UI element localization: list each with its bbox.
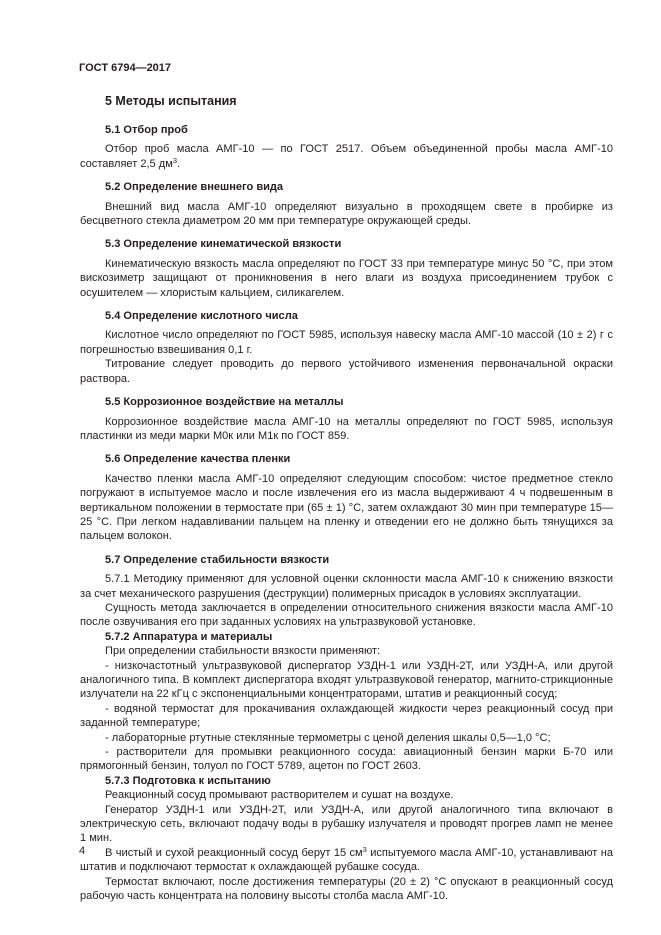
list-item: - низкочастотный ультразвуковой диспергатор УЗДН-1 или УЗДН-2Т, или УЗДН-А, или другой аналогичного типа. В комплект диспергатора входят ультразвуковой генератор, магнито-стрикционные излучатели на 22 кГц с экспоненциальными концентраторами, штатив и реакционный сосуд; (80, 659, 613, 701)
paragraph: Сущность метода заключается в определении относительного снижения вязкости масла АМГ-10 после озвучивания его при заданных условиях на ультразвуковой установке. (80, 601, 613, 629)
paragraph: Термостат включают, после достижения температуры (20 ± 2) °С опускают в реакционный сосуд рабочую часть концентрата на половину высоты столба масла АМГ-10. (80, 875, 613, 903)
page-number: 4 (79, 845, 86, 857)
subsection-title-5-1: 5.1 Отбор проб (105, 124, 188, 136)
paragraph: Отбор проб масла АМГ-10 — по ГОСТ 2517. Объем объединенной пробы масла АМГ-10 составляет 2,5 $дм^3$. (80, 143, 613, 170)
subsection-title-5-7-3: 5.7.3 Подготовка к испытанию (105, 774, 271, 787)
list-item: - растворители для промывки реакционного сосуда: авиационный бензин марки Б-70 или прямогонный бензин, толуол по ГОСТ 5789, ацетон по ГОСТ 2603. (80, 746, 613, 773)
subsection-title-5-3: 5.3 Определение кинематической вязкости (105, 238, 342, 251)
paragraph: Генератор УЗДН-1 или УЗДН-2Т, или УЗДН-А, или другой аналогичного типа включают в электрическую сеть, включают подачу воды в рубашку излучателя и проводят прогрев ламп не менее 1 мин. (80, 803, 613, 845)
paragraph: Реакционный сосуд промывают растворителем и сушат на воздухе. (105, 789, 454, 802)
paragraph: В чистый и сухой реакционный сосуд берут 15 $см^3$ испытуемого масла АМГ-10, устанавливают на штатив и подключают термостат к охлаждающей рубашке сосуда. (80, 844, 613, 874)
subsection-title-5-7-2: 5.7.2 Аппаратура и материалы (105, 630, 273, 643)
paragraph: 5.7.1 Методику применяют для условной оценки склонности масла АМГ-10 к снижению вязкости за счет механического разрушения (деструкции) полимерных присадок в условиях эксплуатации. (80, 573, 613, 600)
paragraph: Внешний вид масла АМГ-10 определяют визуально в проходящем свете в пробирке из бесцветного стекла диаметром 20 мм при температуре окружающей среды. (80, 200, 613, 228)
paragraph: Титрование следует проводить до первого устойчивого изменения первоначальной окраски раствора. (80, 358, 613, 385)
section-title: 5 Методы испытания (105, 94, 237, 108)
document-id: ГОСТ 6794—2017 (79, 62, 172, 74)
paragraph: При определении стабильности вязкости применяют: (105, 645, 381, 658)
subsection-title-5-7: 5.7 Определение стабильности вязкости (105, 553, 330, 566)
paragraph: Кислотное число определяют по ГОСТ 5985, используя навеску масла АМГ-10 массой (10 ± 2) г с погрешностью взвешивания 0,1 г. (80, 329, 613, 356)
paragraph: Коррозионное воздействие масла АМГ-10 на металлы определяют по ГОСТ 5985, используя пластинки из меди марки М0к или М1к по ГОСТ 859. (80, 415, 613, 442)
subsection-title-5-5: 5.5 Коррозионное воздействие на металлы (105, 396, 344, 409)
paragraph: Кинематическую вязкость масла определяют по ГОСТ 33 при температуре минус 50 °С, при этом вискозиметр защищают от проникновения в него влаги из воздуха присоединением трубок с осушителем — хлористым кальцием, силикагелем. (80, 257, 613, 299)
list-item: - лабораторные ртутные стеклянные термометры с ценой деления шкалы 0,5—1,0 °С; (105, 731, 551, 744)
paragraph: Качество пленки масла АМГ-10 определяют следующим способом: чистое предметное стекло погружают в испытуемое масло и после извлечения его из масла выдерживают 4 ч подвешенным в вертикальном положении в термостате при (65 ± 1) °С, затем охлаждают 30 мин при температуре 15—25 °С. При легком надавливании пальцем на пленку и отведении его не должно быть тянущихся за пальцем волокон. (80, 472, 613, 543)
subsection-title-5-4: 5.4 Определение кислотного числа (105, 310, 298, 323)
subsection-title-5-2: 5.2 Определение внешнего вида (105, 181, 284, 194)
list-item: - водяной термостат для прокачивания охлаждающей жидкости через реакционный сосуд при заданной температуре; (80, 702, 613, 730)
page-content (80, 94, 613, 904)
subsection-title-5-6: 5.6 Определение качества пленки (105, 453, 291, 466)
